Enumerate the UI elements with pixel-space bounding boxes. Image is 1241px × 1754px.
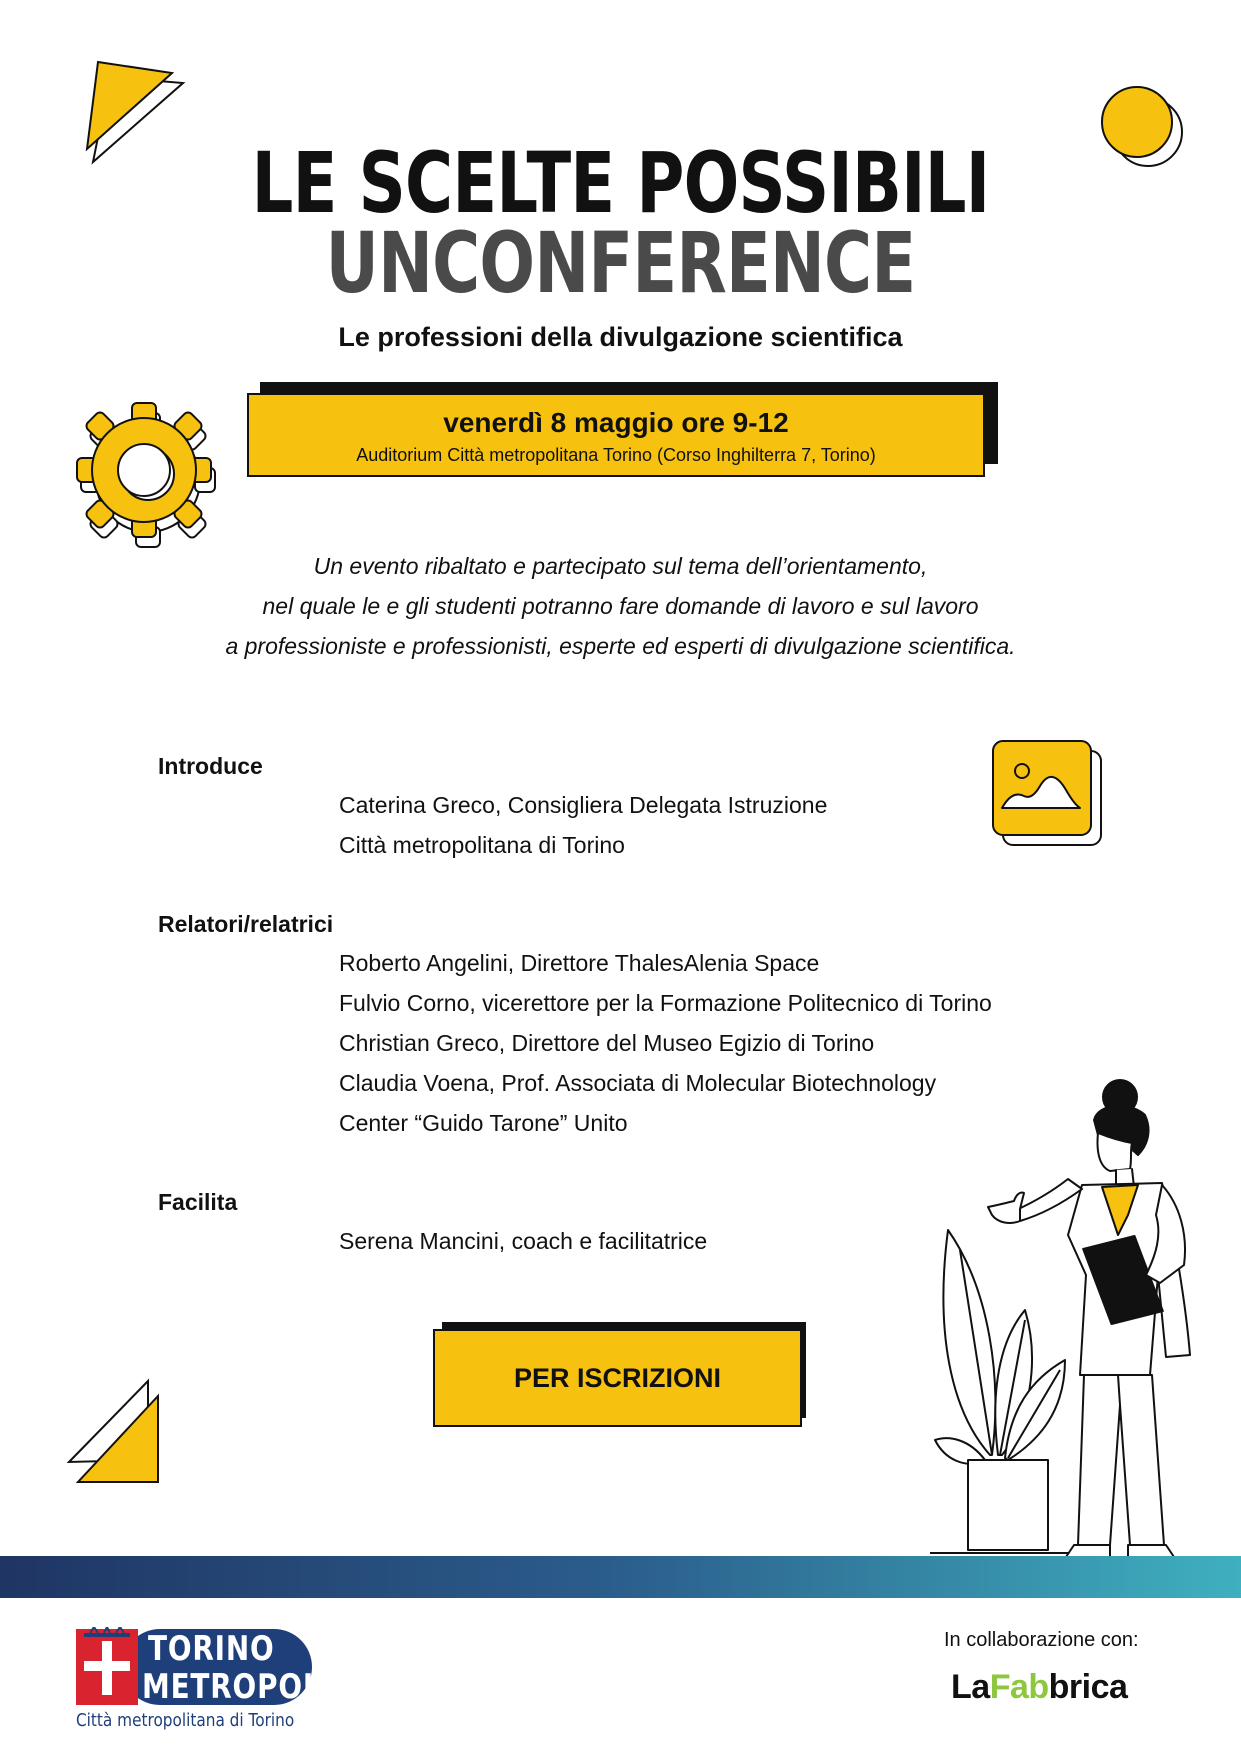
description-line: a professioniste e professionisti, esperte ed esperti di divulgazione scientifica. bbox=[225, 633, 1016, 659]
speakers-heading: Relatori/relatrici bbox=[158, 911, 334, 937]
partner-logo-part: Fab bbox=[989, 1668, 1049, 1706]
collaboration-label: In collaborazione con: bbox=[944, 1629, 1139, 1651]
title-line-1: LE SCELTE POSSIBILI bbox=[251, 134, 990, 232]
gear-icon bbox=[74, 398, 224, 558]
description bbox=[0, 546, 1241, 666]
speaker-line: Roberto Angelini, Direttore ThalesAlenia Space bbox=[339, 950, 820, 976]
introduce-line: Città metropolitana di Torino bbox=[339, 832, 625, 858]
triangle-decoration-icon bbox=[66, 1378, 162, 1488]
title-line-2: UNCONFERENCE bbox=[325, 214, 916, 312]
description-line: Un evento ribaltato e partecipato sul tema dell’orientamento, bbox=[313, 553, 928, 579]
speaker-line: Christian Greco, Direttore del Museo Egizio di Torino bbox=[339, 1030, 875, 1056]
speaker-line: Claudia Voena, Prof. Associata di Molecular Biotechnology bbox=[339, 1070, 937, 1096]
image-icon bbox=[990, 738, 1106, 850]
circle-decoration-icon bbox=[1098, 80, 1186, 172]
logo-text-metropoli: METROPOLI bbox=[142, 1667, 333, 1707]
logo-caption: Città metropolitana di Torino bbox=[76, 1710, 295, 1731]
introduce-line: Caterina Greco, Consigliera Delegata Istruzione bbox=[339, 792, 828, 818]
subtitle: Le professioni della divulgazione scientifica bbox=[338, 322, 903, 352]
partner-logo bbox=[951, 1668, 1127, 1707]
register-button[interactable]: PER ISCRIZIONI bbox=[433, 1329, 802, 1427]
woman-illustration bbox=[970, 1075, 1220, 1565]
partner-logo-part: La bbox=[951, 1668, 990, 1706]
date-box bbox=[247, 393, 985, 477]
logo-text-torino: TORINO bbox=[148, 1629, 275, 1669]
facilitator-line: Serena Mancini, coach e facilitatrice bbox=[339, 1228, 708, 1254]
footer-band bbox=[0, 1556, 1241, 1598]
speaker-line: Fulvio Corno, vicerettore per la Formazione Politecnico di Torino bbox=[339, 990, 992, 1016]
speaker-line: Center “Guido Tarone” Unito bbox=[339, 1110, 628, 1136]
description-line: nel quale le e gli studenti potranno fare domande di lavoro e sul lavoro bbox=[262, 593, 979, 619]
introduce-heading: Introduce bbox=[158, 753, 263, 779]
event-location: Auditorium Città metropolitana Torino (Corso Inghilterra 7, Torino) bbox=[356, 445, 876, 465]
facilitator-heading: Facilita bbox=[158, 1189, 238, 1215]
event-date: venerdì 8 maggio ore 9-12 bbox=[443, 407, 789, 438]
partner-logo-part: brica bbox=[1048, 1668, 1128, 1706]
